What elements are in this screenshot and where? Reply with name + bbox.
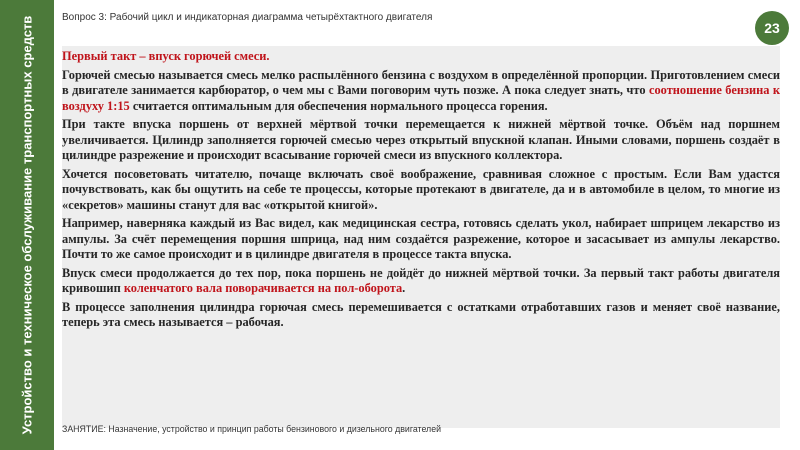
sidebar-title: Устройство и техническое обслуживание транспортных средств	[19, 15, 35, 435]
paragraph-1-text-before: Горючей смесью называется смесь мелко распылённого бензина с воздухом в определённой пропорции. Приготовлением смеси в двигателе занимается карбюратор, о чем мы с Вами поговорим чуть позже. А пока следует знать, что	[62, 67, 780, 97]
section-heading: Первый такт – впуск горючей смеси.	[62, 49, 270, 63]
paragraph-5-text-before: Впуск смеси продолжается до тех пор, пока поршень не дойдёт до нижней мёртвой точки. За первый такт работы двигателя кривошип	[62, 265, 780, 295]
paragraph-4: Например, наверняка каждый из Вас видел, как медицинская сестра, готовясь сделать укол, набирает шприцем лекарство из ампулы. За счёт перемещения поршня шприца, над ним создаётся разрежение, которое и засасывает из ампулы лекарство. Почти то же самое происходит и в цилиндре двигателя в процессе такта впуска.	[62, 216, 780, 261]
paragraph-5-text-after: .	[402, 281, 406, 295]
question-header: Вопрос 3: Рабочий цикл и индикаторная диаграмма четырёхтактного двигателя	[62, 12, 433, 23]
paragraph-3: Хочется посоветовать читателю, почаще включать своё воображение, сравнивая сложное с простым. Если Вам удастся почувствовать, как бы ощутить на себе те процессы, которые протекают в двигателе, да и в автомобиле в целом, то многие из «секретов» машины станут для вас «открытой книгой».	[62, 166, 780, 212]
paragraph-1	[62, 68, 780, 115]
lesson-footer: ЗАНЯТИЕ: Назначение, устройство и принцип работы бензинового и дизельного двигателей	[62, 424, 441, 434]
content-panel	[62, 46, 780, 428]
paragraph-5	[62, 266, 780, 297]
ratio-highlight: соотношение бензина к воздуху 1:15	[62, 83, 780, 113]
crankshaft-highlight: коленчатого вала поворачивается на пол-оборота	[123, 281, 403, 295]
slide-number-badge: 23	[755, 11, 789, 45]
paragraph-1-text-after: считается оптимальным для обеспечения нормального процесса горения.	[129, 98, 548, 113]
paragraph-2: При такте впуска поршень от верхней мёртвой точки перемещается к нижней мёртвой точке. Объём над поршнем увеличивается. Цилиндр заполняется горючей смесью через открытый впускной клапан. Иными словами, поршень создаёт в цилиндре разрежение и происходит всасывание горючей смеси из впускного коллектора.	[62, 117, 780, 162]
text-body	[62, 46, 780, 331]
paragraph-6: В процессе заполнения цилиндра горючая смесь перемешивается с остатками отработавших газов и меняет своё название, теперь эта смесь называется – рабочая.	[62, 299, 780, 329]
sidebar	[0, 0, 54, 450]
